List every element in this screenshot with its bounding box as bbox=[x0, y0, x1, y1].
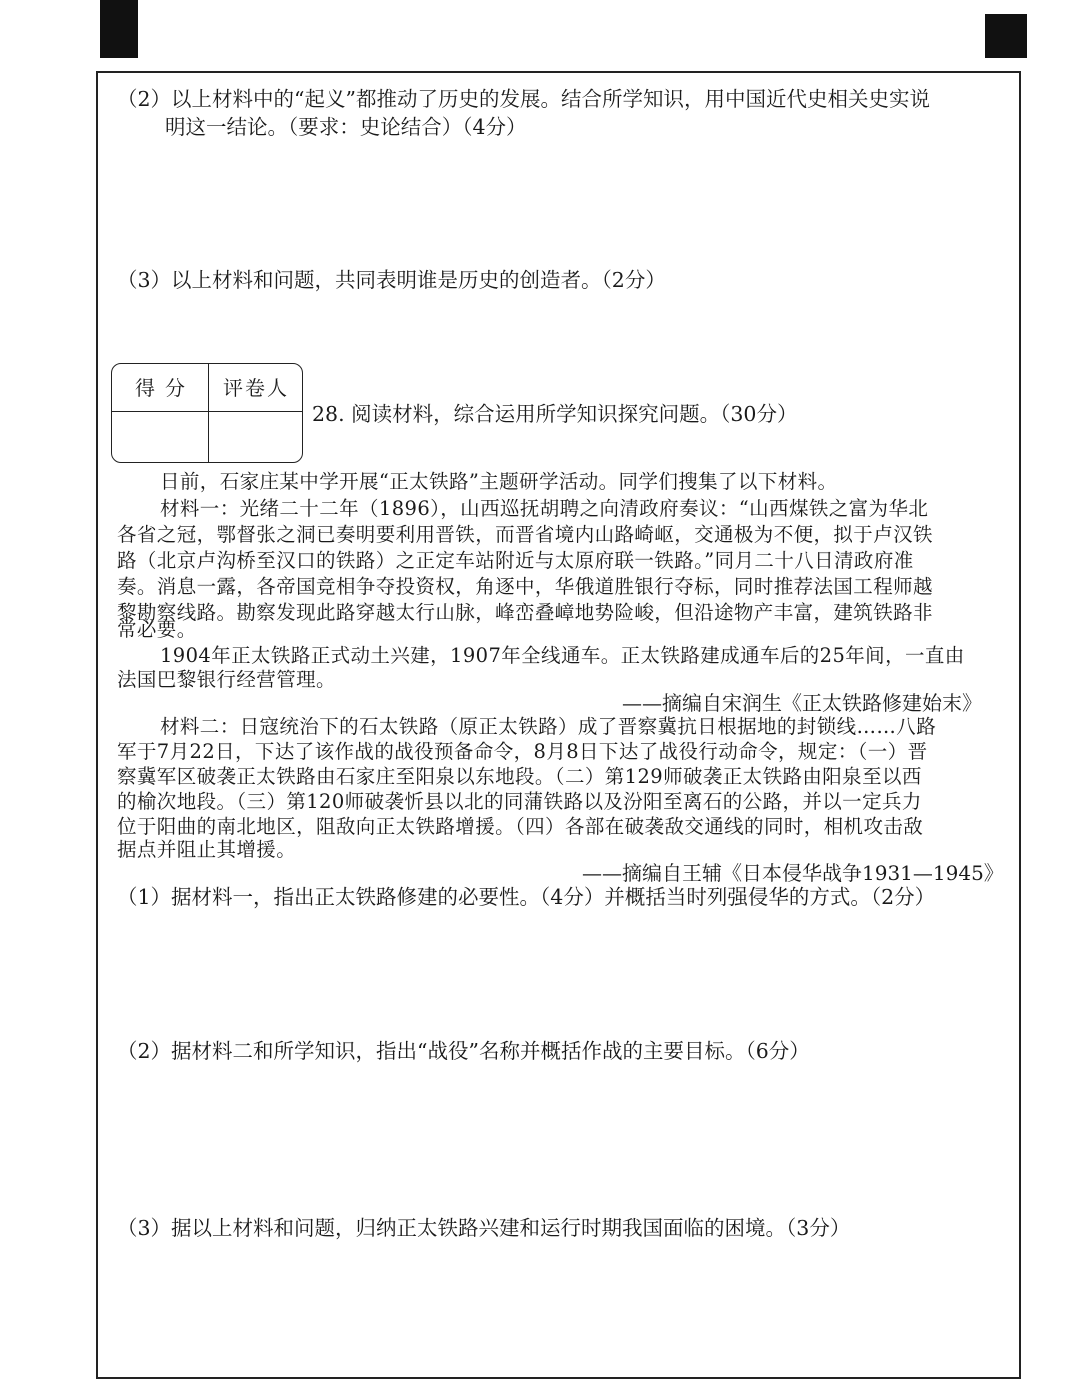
score-label: 得分 bbox=[135, 376, 195, 400]
material1-line: 奏。消息一露，各帝国竞相争夺投资权，角逐中，华俄道胜银行夺标，同时推荐法国工程师越 bbox=[117, 575, 933, 598]
material2-line: 的榆次地段。（三）第120师破袭忻县以北的同蒲铁路以及汾阳至离石的公路，并以一定兵力 bbox=[117, 790, 922, 813]
registration-mark-left bbox=[100, 0, 138, 58]
material1-para2-line: 法国巴黎银行经营管理。 bbox=[117, 668, 336, 691]
material2-line: 材料二：日寇统治下的石太铁路（原正太铁路）成了晋察冀抗日根据地的封锁线……八路 bbox=[160, 715, 937, 738]
grader-label: 评卷人 bbox=[223, 376, 289, 400]
material1-line: 路（北京卢沟桥至汉口的铁路）之正定车站附近与太原府联一铁路。”同月二十八日清政府准 bbox=[117, 549, 914, 572]
q27-2-line2: 明这一结论。（要求：史论结合）（4分） bbox=[165, 115, 527, 139]
material1-line: 黎勘察线路。勘察发现此路穿越太行山脉，峰峦叠嶂地势险峻，但沿途物产丰富，建筑铁路非 bbox=[117, 601, 933, 624]
q27-2-line1: （2）以上材料中的“起义”都推动了历史的发展。结合所学知识，用中国近代史相关史实说 bbox=[117, 87, 931, 111]
q28-sub3: （3）据以上材料和问题，归纳正太铁路兴建和运行时期我国面临的困境。（3分） bbox=[117, 1216, 851, 1240]
q28-intro: 日前，石家庄某中学开展“正太铁路”主题研学活动。同学们搜集了以下材料。 bbox=[160, 470, 838, 493]
q28-sub2: （2）据材料二和所学知识，指出“战役”名称并概括作战的主要目标。（6分） bbox=[117, 1039, 810, 1063]
q28-title: 28. 阅读材料，综合运用所学知识探究问题。（30分） bbox=[312, 402, 798, 426]
q27-3: （3）以上材料和问题，共同表明谁是历史的创造者。（2分） bbox=[117, 268, 666, 292]
source2: ——摘编自王辅《日本侵华战争1931—1945》 bbox=[582, 861, 1004, 885]
registration-mark-right bbox=[985, 14, 1027, 58]
material1-para2-line: 1904年正太铁路正式动土兴建，1907年全线通车。正太铁路建成通车后的25年间，一直由 bbox=[160, 644, 965, 667]
score-box-divider-horizontal bbox=[112, 411, 302, 412]
score-box bbox=[111, 363, 303, 463]
q28-sub1: （1）据材料一，指出正太铁路修建的必要性。（4分）并概括当时列强侵华的方式。（2分） bbox=[117, 885, 936, 909]
material2-line: 察冀军区破袭正太铁路由石家庄至阳泉以东地段。（二）第129师破袭正太铁路由阳泉至以西 bbox=[117, 765, 922, 788]
material1-line: 各省之冠，鄂督张之洞已奏明要利用晋铁，而晋省境内山路崎岖，交通极为不便，拟于卢汉铁 bbox=[117, 523, 933, 546]
material2-line: 据点并阻止其增援。 bbox=[117, 838, 297, 861]
material1-line: 材料一：光绪二十二年（1896），山西巡抚胡聘之向清政府奏议：“山西煤铁之富为华北 bbox=[160, 497, 929, 520]
material1-line: 常必要。 bbox=[117, 618, 197, 641]
source1: ——摘编自宋润生《正太铁路修建始末》 bbox=[622, 691, 982, 715]
material2-line: 位于阳曲的南北地区，阻敌向正太铁路增援。（四）各部在破袭敌交通线的同时，相机攻击敌 bbox=[117, 815, 924, 838]
score-box-divider-vertical bbox=[208, 364, 209, 462]
material2-line: 军于7月22日，下达了该作战的战役预备命令，8月8日下达了战役行动命令，规定：（一）晋 bbox=[117, 740, 928, 763]
